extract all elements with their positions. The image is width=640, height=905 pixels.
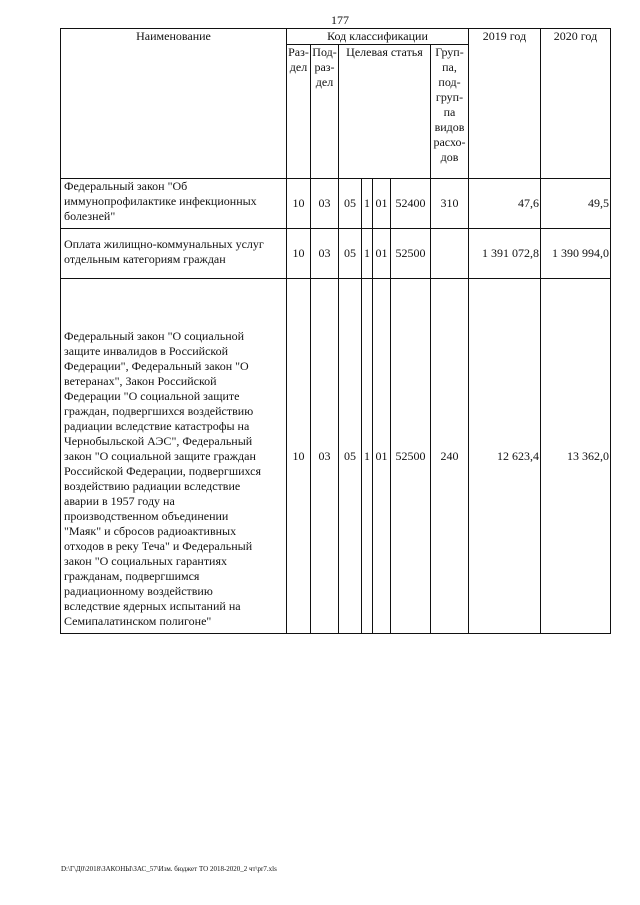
row-target-1: 05 [339, 229, 362, 279]
page-number: 177 [331, 13, 349, 27]
row-target-3: 01 [373, 279, 391, 634]
header-name: Наименование [61, 29, 287, 179]
row-podrazdel: 03 [311, 279, 339, 634]
row-value-2020: 1 390 994,0 [541, 229, 611, 279]
row-value-2019: 1 391 072,8 [469, 229, 541, 279]
row-name: Оплата жилищно-коммунальных услуг отдельным категориям граждан [61, 229, 287, 279]
row-group: 310 [431, 179, 469, 229]
header-row-top [61, 29, 611, 45]
table-row [61, 179, 611, 229]
row-target-1: 05 [339, 279, 362, 634]
row-value-2019: 12 623,4 [469, 279, 541, 634]
table-row [61, 229, 611, 279]
header-code-group: Код классификации [287, 29, 469, 45]
row-name: Федеральный закон "Об иммунопрофилактике инфекционных болезней" [61, 179, 287, 229]
header-podrazdel: Под- раз- дел [311, 45, 339, 179]
row-podrazdel: 03 [311, 229, 339, 279]
row-name: Федеральный закон "О социальной защите инвалидов в Российской Федерации", Федеральный закон "О ветеранах", Закон Российской Федерации "О социальной защите граждан, подвергшихся воздействию радиации вследствие катастрофы на Чернобыльской АЭС", Федеральный закон "О социальной защите граждан Российской Федерации, подвергшихся воздействию радиации вследствие аварии в 1957 году на производственном объединении "Маяк" и сбросов радиоактивных отходов в реку Теча" и Федеральный закон "О социальных гарантиях гражданам, подвергшимся радиационному воздействию вследствие ядерных испытаний на Семипалатинском полигоне" [61, 279, 287, 634]
row-group: 240 [431, 279, 469, 634]
row-podrazdel: 03 [311, 179, 339, 229]
row-value-2020: 13 362,0 [541, 279, 611, 634]
row-value-2019: 47,6 [469, 179, 541, 229]
row-group [431, 229, 469, 279]
row-razdel: 10 [287, 279, 311, 634]
footer-file-path: D:\Г\Д0\2018\ЗАКОНЫ\ЗАС_57\Изм. бюджет ТО 2018-2020_2 чт\pr7.xls [61, 865, 277, 873]
row-target-4: 52500 [391, 229, 431, 279]
budget-table [60, 28, 611, 634]
header-year-2019: 2019 год [469, 29, 541, 179]
header-razdel: Раз- дел [287, 45, 311, 179]
row-target-2: 1 [362, 229, 373, 279]
row-target-3: 01 [373, 179, 391, 229]
row-target-1: 05 [339, 179, 362, 229]
row-target-4: 52500 [391, 279, 431, 634]
row-target-2: 1 [362, 279, 373, 634]
header-group: Груп- па, под- груп- па видов расхо- дов [431, 45, 469, 179]
row-target-2: 1 [362, 179, 373, 229]
row-target-3: 01 [373, 229, 391, 279]
row-target-4: 52400 [391, 179, 431, 229]
table-row [61, 279, 611, 634]
header-target-article: Целевая статья [339, 45, 431, 179]
row-razdel: 10 [287, 229, 311, 279]
header-year-2020: 2020 год [541, 29, 611, 179]
row-razdel: 10 [287, 179, 311, 229]
row-value-2020: 49,5 [541, 179, 611, 229]
